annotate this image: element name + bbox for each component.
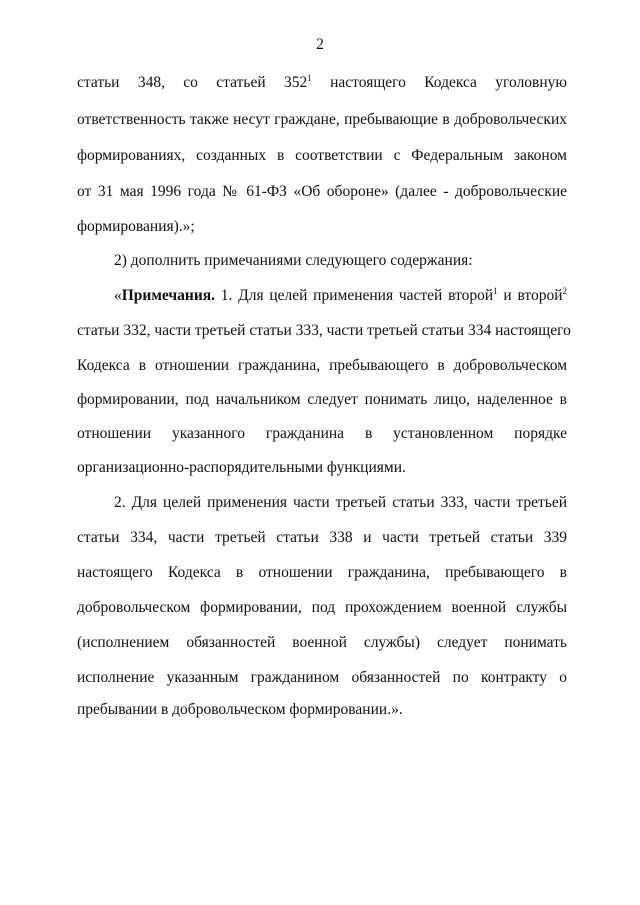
paragraph-4-line-1: 2. Для целей применения части третьей статьи 333, части третьей — [114, 494, 567, 511]
text-fragment: 1. Для целей применения частей второй — [215, 287, 494, 304]
paragraph-4-line-4: добровольческом формировании, под прохождением военной службы — [77, 599, 567, 616]
page-number: 2 — [316, 36, 324, 53]
text-fragment: настоящего Кодекса уголовную — [311, 74, 567, 91]
paragraph-4-line-3: настоящего Кодекса в отношении гражданина, пребывающего в — [77, 564, 567, 581]
text-fragment: « — [114, 287, 122, 304]
text-fragment: и второй — [497, 287, 563, 304]
notes-heading: Примечания. — [121, 287, 216, 304]
paragraph-1-line-1 — [77, 73, 567, 93]
paragraph-1-line-5: формирования).»; — [77, 218, 195, 235]
paragraph-3-line-6: организационно-распорядительными функциями. — [77, 459, 406, 476]
paragraph-1-line-3: формированиях, созданных в соответствии с Федеральным законом — [77, 147, 567, 164]
paragraph-1-line-4: от 31 мая 1996 года № 61-ФЗ «Об обороне» (далее - добровольческие — [77, 183, 567, 200]
paragraph-1-line-2: ответственность также несут граждане, пребывающие в добровольческих — [77, 111, 567, 128]
paragraph-3-line-2: статьи 332, части третьей статьи 333, части третьей статьи 334 настоящего — [77, 322, 571, 339]
paragraph-2-line-1: 2) дополнить примечаниями следующего содержания: — [114, 252, 473, 269]
superscript: 2 — [562, 286, 567, 296]
paragraph-3-line-1 — [114, 286, 567, 306]
superscript: 1 — [307, 73, 312, 83]
paragraph-3-line-5: отношении указанного гражданина в установленном порядке — [77, 425, 567, 442]
paragraph-4-line-7: пребывании в добровольческом формировании.». — [77, 701, 403, 718]
paragraph-4-line-6: исполнение указанным гражданином обязанностей по контракту о — [77, 669, 567, 686]
paragraph-4-line-2: статьи 334, части третьей статьи 338 и части третьей статьи 339 — [77, 529, 567, 546]
paragraph-3-line-4: формировании, под начальником следует понимать лицо, наделенное в — [77, 391, 567, 408]
text-fragment: статьи 348, со статьей 352 — [77, 74, 308, 91]
superscript: 1 — [493, 286, 498, 296]
paragraph-4-line-5: (исполнением обязанностей военной службы) следует понимать — [77, 634, 567, 651]
paragraph-3-line-3: Кодекса в отношении гражданина, пребывающего в добровольческом — [77, 357, 567, 374]
